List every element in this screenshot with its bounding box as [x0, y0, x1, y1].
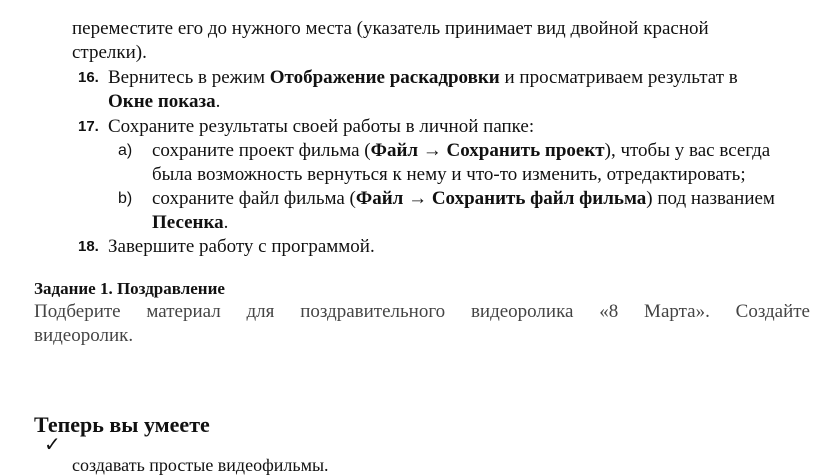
preview-window-term: Окне показа — [108, 91, 216, 112]
task-line-2: видеоролик. — [34, 325, 134, 346]
step-16-text-cont: и просматриваем результат в — [499, 67, 738, 88]
step-16-line-2 — [108, 90, 220, 114]
step-16-number: 16. — [78, 69, 99, 86]
substep-b-line-2 — [152, 211, 228, 235]
substep-a-text-cont: ), чтобы у вас всегда — [604, 140, 771, 161]
step-18-text: Завершите работу с программой. — [108, 236, 375, 257]
step-16-text: Вернитесь в режим — [108, 67, 270, 88]
save-movie-file-command: Файл → Сохранить файл фильма — [355, 188, 647, 209]
substep-b-text-cont: ) под названием — [646, 188, 775, 209]
save-project-command: Файл → Сохранить проект — [370, 140, 605, 161]
step-18-number: 18. — [78, 238, 99, 255]
step-16-line-1 — [108, 66, 738, 90]
substep-b-line-1 — [152, 187, 775, 211]
storyboard-mode-term: Отображение раскадровки — [269, 67, 500, 88]
step-16-period: . — [215, 91, 221, 112]
substep-b-marker: b) — [118, 190, 133, 207]
summary-item: создавать простые видеофильмы. — [72, 455, 329, 475]
continued-line-2: стрелки). — [72, 42, 147, 63]
task-line-1: Подберите материал для поздравительного видеоролика «8 Марта». Создайте — [34, 301, 810, 322]
summary-heading: Теперь вы умеете — [34, 412, 210, 437]
file-name-term: Песенка — [152, 212, 224, 233]
substep-a-line-1 — [152, 139, 770, 163]
step-17-number: 17. — [78, 118, 99, 135]
substep-b-text: сохраните файл фильма ( — [152, 188, 356, 209]
substep-b-period: . — [223, 212, 229, 233]
substep-a-text: сохраните проект фильма ( — [152, 140, 371, 161]
substep-a-marker: a) — [118, 142, 133, 159]
checkmark-icon: ✓ — [44, 432, 61, 456]
continued-line-1: переместите его до нужного места (указатель принимает вид двойной красной — [72, 18, 709, 39]
step-17-text: Сохраните результаты своей работы в личной папке: — [108, 116, 535, 137]
substep-a-line-2: была возможность вернуться к нему и что-то изменить, отредактировать; — [152, 164, 746, 185]
task-title: Задание 1. Поздравление — [34, 279, 225, 298]
